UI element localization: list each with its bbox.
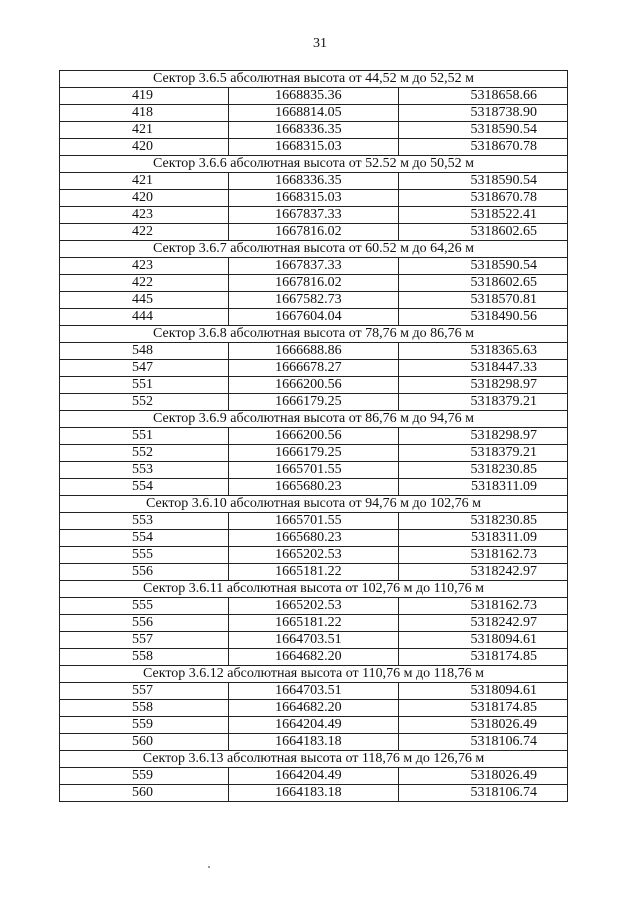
- x-coordinate-cell: 1665701.55: [229, 462, 398, 479]
- sector-header-row: [60, 71, 568, 88]
- table-row: [60, 513, 568, 530]
- point-number-cell: 557: [60, 632, 229, 649]
- table-row: [60, 479, 568, 496]
- point-number-cell: 420: [60, 139, 229, 156]
- y-coordinate-cell: 5318174.85: [398, 649, 567, 666]
- table-row: [60, 615, 568, 632]
- y-coordinate-cell: 5318298.97: [398, 428, 567, 445]
- table-row: [60, 258, 568, 275]
- sector-header-row: [60, 326, 568, 343]
- y-coordinate-cell: 5318242.97: [398, 564, 567, 581]
- y-coordinate-cell: 5318590.54: [398, 122, 567, 139]
- point-number-cell: 422: [60, 275, 229, 292]
- y-coordinate-cell: 5318590.54: [398, 173, 567, 190]
- scan-speck: [208, 866, 210, 868]
- table-row: [60, 649, 568, 666]
- x-coordinate-cell: 1665701.55: [229, 513, 398, 530]
- y-coordinate-cell: 5318602.65: [398, 224, 567, 241]
- table-row: [60, 700, 568, 717]
- table-row: [60, 88, 568, 105]
- x-coordinate-cell: 1664204.49: [229, 717, 398, 734]
- x-coordinate-cell: 1668814.05: [229, 105, 398, 122]
- x-coordinate-cell: 1665181.22: [229, 564, 398, 581]
- table-row: [60, 360, 568, 377]
- x-coordinate-cell: 1667837.33: [229, 207, 398, 224]
- point-number-cell: 559: [60, 717, 229, 734]
- table-row: [60, 768, 568, 785]
- y-coordinate-cell: 5318230.85: [398, 513, 567, 530]
- table-row: [60, 122, 568, 139]
- x-coordinate-cell: 1665680.23: [229, 530, 398, 547]
- x-coordinate-cell: 1664682.20: [229, 649, 398, 666]
- sector-header-row: [60, 411, 568, 428]
- sector-title: Сектор 3.6.12 абсолютная высота от 110,76 м до 118,76 м: [60, 666, 568, 683]
- y-coordinate-cell: 5318379.21: [398, 445, 567, 462]
- point-number-cell: 418: [60, 105, 229, 122]
- point-number-cell: 551: [60, 428, 229, 445]
- y-coordinate-cell: 5318242.97: [398, 615, 567, 632]
- sector-header-row: [60, 496, 568, 513]
- table-row: [60, 530, 568, 547]
- x-coordinate-cell: 1664703.51: [229, 683, 398, 700]
- point-number-cell: 554: [60, 530, 229, 547]
- x-coordinate-cell: 1667604.04: [229, 309, 398, 326]
- table-row: [60, 394, 568, 411]
- point-number-cell: 420: [60, 190, 229, 207]
- table-row: [60, 734, 568, 751]
- table-row: [60, 564, 568, 581]
- point-number-cell: 555: [60, 598, 229, 615]
- table-row: [60, 139, 568, 156]
- x-coordinate-cell: 1664204.49: [229, 768, 398, 785]
- x-coordinate-cell: 1666688.86: [229, 343, 398, 360]
- y-coordinate-cell: 5318670.78: [398, 190, 567, 207]
- x-coordinate-cell: 1664183.18: [229, 785, 398, 802]
- table-row: [60, 547, 568, 564]
- y-coordinate-cell: 5318298.97: [398, 377, 567, 394]
- point-number-cell: 560: [60, 734, 229, 751]
- table-row: [60, 377, 568, 394]
- x-coordinate-cell: 1664183.18: [229, 734, 398, 751]
- point-number-cell: 422: [60, 224, 229, 241]
- coordinates-table: [59, 70, 568, 802]
- x-coordinate-cell: 1667582.73: [229, 292, 398, 309]
- y-coordinate-cell: 5318447.33: [398, 360, 567, 377]
- point-number-cell: 556: [60, 564, 229, 581]
- table-row: [60, 207, 568, 224]
- sector-header-row: [60, 666, 568, 683]
- sector-title: Сектор 3.6.5 абсолютная высота от 44,52 м до 52,52 м: [60, 71, 568, 88]
- table-row: [60, 428, 568, 445]
- table-row: [60, 632, 568, 649]
- y-coordinate-cell: 5318311.09: [398, 530, 567, 547]
- y-coordinate-cell: 5318094.61: [398, 683, 567, 700]
- sector-header-row: [60, 581, 568, 598]
- x-coordinate-cell: 1664682.20: [229, 700, 398, 717]
- page-number: 31: [313, 36, 327, 51]
- table-row: [60, 292, 568, 309]
- x-coordinate-cell: 1668315.03: [229, 190, 398, 207]
- x-coordinate-cell: 1665680.23: [229, 479, 398, 496]
- sector-title: Сектор 3.6.6 абсолютная высота от 52.52 м до 50,52 м: [60, 156, 568, 173]
- table-row: [60, 224, 568, 241]
- table-row: [60, 717, 568, 734]
- point-number-cell: 419: [60, 88, 229, 105]
- point-number-cell: 553: [60, 513, 229, 530]
- y-coordinate-cell: 5318311.09: [398, 479, 567, 496]
- sector-header-row: [60, 751, 568, 768]
- x-coordinate-cell: 1664703.51: [229, 632, 398, 649]
- table-row: [60, 309, 568, 326]
- x-coordinate-cell: 1666179.25: [229, 394, 398, 411]
- y-coordinate-cell: 5318106.74: [398, 785, 567, 802]
- table-row: [60, 343, 568, 360]
- y-coordinate-cell: 5318570.81: [398, 292, 567, 309]
- x-coordinate-cell: 1667816.02: [229, 275, 398, 292]
- point-number-cell: 554: [60, 479, 229, 496]
- point-number-cell: 444: [60, 309, 229, 326]
- point-number-cell: 551: [60, 377, 229, 394]
- y-coordinate-cell: 5318379.21: [398, 394, 567, 411]
- table-row: [60, 445, 568, 462]
- sector-title: Сектор 3.6.13 абсолютная высота от 118,76 м до 126,76 м: [60, 751, 568, 768]
- y-coordinate-cell: 5318106.74: [398, 734, 567, 751]
- sector-title: Сектор 3.6.10 абсолютная высота от 94,76 м до 102,76 м: [60, 496, 568, 513]
- table-row: [60, 105, 568, 122]
- x-coordinate-cell: 1666179.25: [229, 445, 398, 462]
- point-number-cell: 421: [60, 122, 229, 139]
- point-number-cell: 557: [60, 683, 229, 700]
- y-coordinate-cell: 5318162.73: [398, 547, 567, 564]
- x-coordinate-cell: 1667837.33: [229, 258, 398, 275]
- y-coordinate-cell: 5318094.61: [398, 632, 567, 649]
- x-coordinate-cell: 1668336.35: [229, 173, 398, 190]
- point-number-cell: 552: [60, 394, 229, 411]
- x-coordinate-cell: 1666200.56: [229, 428, 398, 445]
- x-coordinate-cell: 1665181.22: [229, 615, 398, 632]
- y-coordinate-cell: 5318738.90: [398, 105, 567, 122]
- point-number-cell: 553: [60, 462, 229, 479]
- sector-title: Сектор 3.6.8 абсолютная высота от 78,76 м до 86,76 м: [60, 326, 568, 343]
- y-coordinate-cell: 5318230.85: [398, 462, 567, 479]
- y-coordinate-cell: 5318026.49: [398, 717, 567, 734]
- y-coordinate-cell: 5318026.49: [398, 768, 567, 785]
- x-coordinate-cell: 1667816.02: [229, 224, 398, 241]
- point-number-cell: 445: [60, 292, 229, 309]
- point-number-cell: 423: [60, 258, 229, 275]
- sector-title: Сектор 3.6.7 абсолютная высота от 60.52 м до 64,26 м: [60, 241, 568, 258]
- x-coordinate-cell: 1665202.53: [229, 598, 398, 615]
- table-row: [60, 173, 568, 190]
- point-number-cell: 552: [60, 445, 229, 462]
- point-number-cell: 558: [60, 649, 229, 666]
- x-coordinate-cell: 1668835.36: [229, 88, 398, 105]
- table-row: [60, 190, 568, 207]
- point-number-cell: 547: [60, 360, 229, 377]
- coordinates-table-body: [60, 71, 568, 802]
- point-number-cell: 558: [60, 700, 229, 717]
- table-row: [60, 785, 568, 802]
- table-row: [60, 683, 568, 700]
- point-number-cell: 548: [60, 343, 229, 360]
- y-coordinate-cell: 5318670.78: [398, 139, 567, 156]
- table-row: [60, 275, 568, 292]
- y-coordinate-cell: 5318365.63: [398, 343, 567, 360]
- table-row: [60, 598, 568, 615]
- point-number-cell: 559: [60, 768, 229, 785]
- point-number-cell: 560: [60, 785, 229, 802]
- y-coordinate-cell: 5318174.85: [398, 700, 567, 717]
- y-coordinate-cell: 5318590.54: [398, 258, 567, 275]
- sector-title: Сектор 3.6.11 абсолютная высота от 102,76 м до 110,76 м: [60, 581, 568, 598]
- y-coordinate-cell: 5318658.66: [398, 88, 567, 105]
- x-coordinate-cell: 1666678.27: [229, 360, 398, 377]
- point-number-cell: 421: [60, 173, 229, 190]
- point-number-cell: 556: [60, 615, 229, 632]
- y-coordinate-cell: 5318522.41: [398, 207, 567, 224]
- x-coordinate-cell: 1668315.03: [229, 139, 398, 156]
- sector-header-row: [60, 156, 568, 173]
- table-row: [60, 462, 568, 479]
- x-coordinate-cell: 1666200.56: [229, 377, 398, 394]
- x-coordinate-cell: 1668336.35: [229, 122, 398, 139]
- y-coordinate-cell: 5318162.73: [398, 598, 567, 615]
- y-coordinate-cell: 5318602.65: [398, 275, 567, 292]
- x-coordinate-cell: 1665202.53: [229, 547, 398, 564]
- y-coordinate-cell: 5318490.56: [398, 309, 567, 326]
- sector-title: Сектор 3.6.9 абсолютная высота от 86,76 м до 94,76 м: [60, 411, 568, 428]
- sector-header-row: [60, 241, 568, 258]
- point-number-cell: 555: [60, 547, 229, 564]
- point-number-cell: 423: [60, 207, 229, 224]
